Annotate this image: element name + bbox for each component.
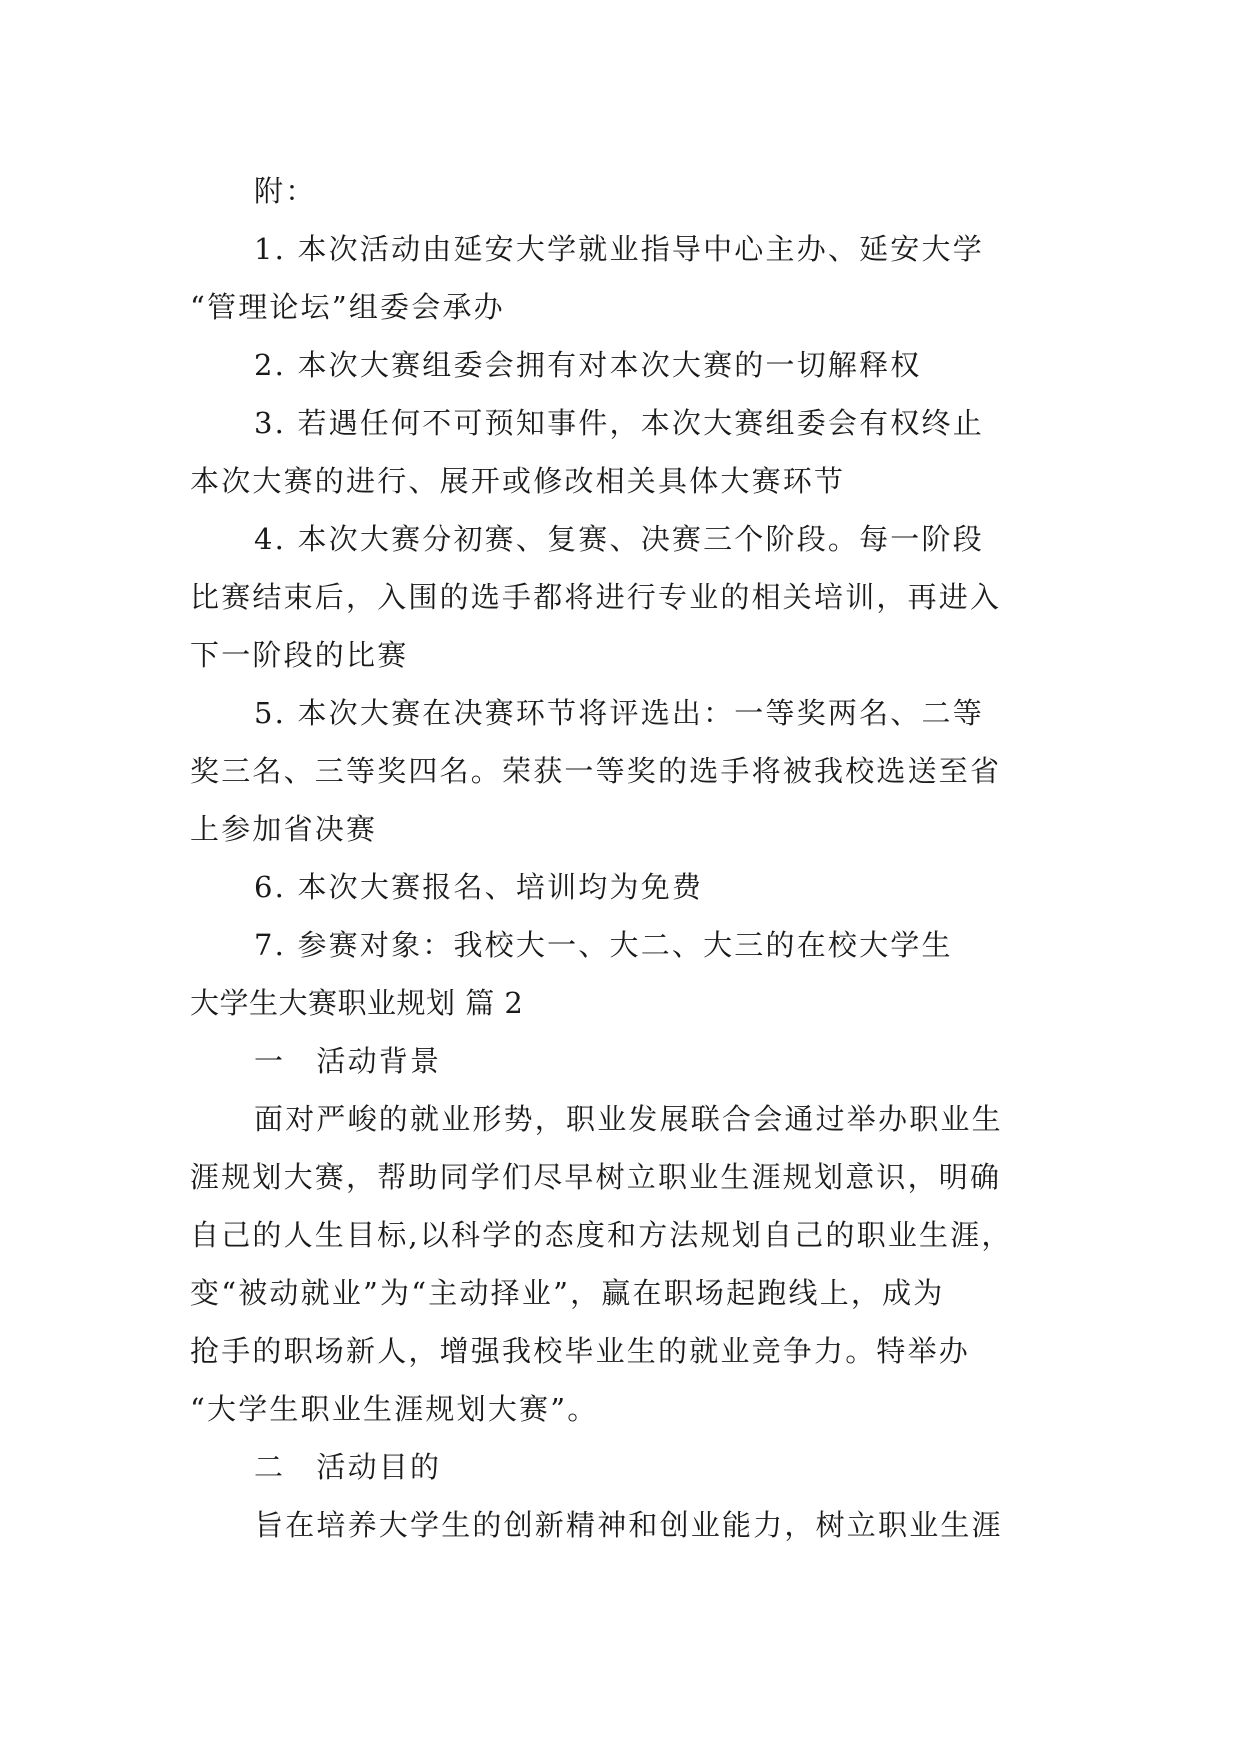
text-line: 本次大赛的进行、展开或修改相关具体大赛环节: [190, 464, 846, 498]
text-line: 7. 参赛对象：我校大一、大二、大三的在校大学生: [254, 928, 953, 962]
text-line: 变“被动就业”为“主动择业”，赢在职场起跑线上，成为: [190, 1276, 945, 1310]
section-heading: 二 活动目的: [254, 1450, 442, 1484]
text-line: 自己的人生目标,以科学的态度和方法规划自己的职业生涯，: [190, 1218, 1013, 1252]
text-line: 附：: [254, 174, 317, 208]
text-line: 涯规划大赛，帮助同学们尽早树立职业生涯规划意识，明确: [190, 1160, 1002, 1194]
text-line: 下一阶段的比赛: [190, 638, 409, 672]
document-body: [190, 162, 1052, 1554]
text-line: 1. 本次活动由延安大学就业指导中心主办、延安大学: [254, 232, 984, 266]
text-line: 6. 本次大赛报名、培训均为免费: [254, 870, 704, 904]
text-line: 4. 本次大赛分初赛、复赛、决赛三个阶段。每一阶段: [254, 522, 984, 556]
text-line: 5. 本次大赛在决赛环节将评选出：一等奖两名、二等: [254, 696, 984, 730]
text-line: 奖三名、三等奖四名。荣获一等奖的选手将被我校选送至省: [190, 754, 1002, 788]
text-line: 抢手的职场新人，增强我校毕业生的就业竞争力。特举办: [190, 1334, 971, 1368]
text-line: “管理论坛”组委会承办: [190, 290, 505, 324]
text-line: 上参加省决赛: [190, 812, 378, 846]
text-line: 3. 若遇任何不可预知事件，本次大赛组委会有权终止: [254, 406, 984, 440]
text-line: 2. 本次大赛组委会拥有对本次大赛的一切解释权: [254, 348, 922, 382]
text-line: 面对严峻的就业形势，职业发展联合会通过举办职业生: [254, 1102, 1003, 1136]
section-heading: 一 活动背景: [254, 1044, 442, 1078]
section-title: 大学生大赛职业规划 篇 2: [190, 986, 524, 1020]
text-line: 比赛结束后，入围的选手都将进行专业的相关培训，再进入: [190, 580, 1002, 614]
text-line: 旨在培养大学生的创新精神和创业能力，树立职业生涯: [254, 1508, 1003, 1542]
text-line: “大学生职业生涯规划大赛”。: [190, 1392, 599, 1426]
